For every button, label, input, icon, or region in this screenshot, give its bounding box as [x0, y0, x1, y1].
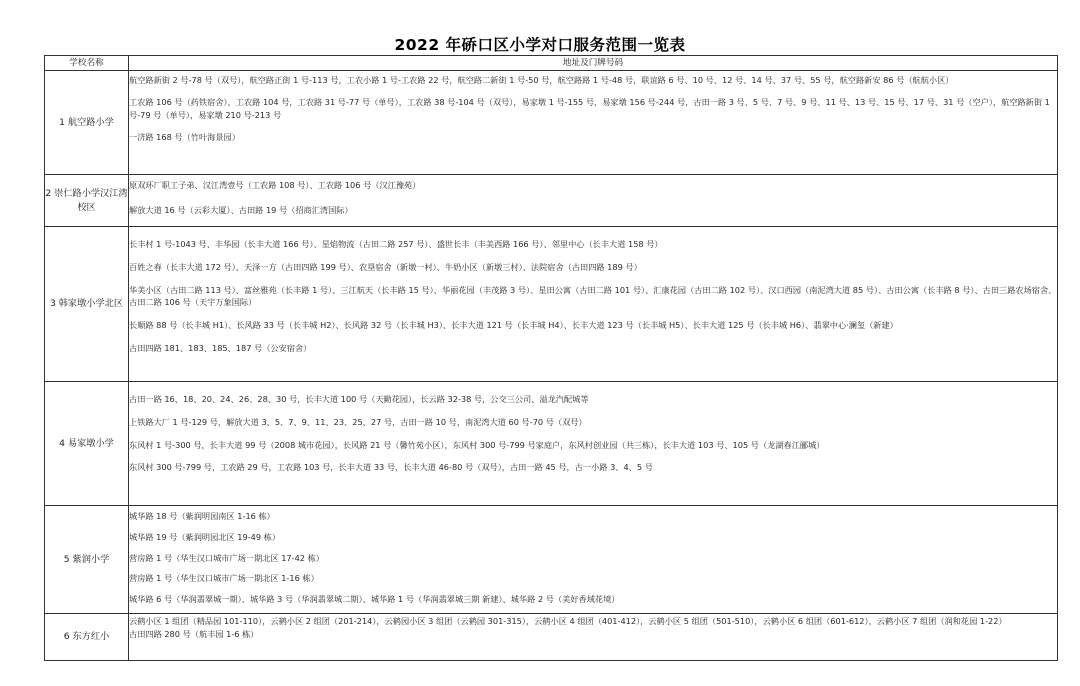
- address-cell: [129, 227, 1058, 382]
- table-row: [45, 227, 1058, 382]
- address-line: 航空路新街 2 号-78 号（双号），航空路正街 1 号-113 号，工农小路 1 号-工农路 22 号，航空路二新街 1 号-50 号，航空路路 1 号-48 号，联谊路 6 号、10 号、12 号、14 号、37 号、55 号，航空路新安 86 号（航航小区）: [129, 75, 954, 85]
- address-line: 长丰村 1 号-1043 号、丰华园（长丰大道 166 号）、星焰物流（古田二路 257 号）、盛世长丰（丰美西路 166 号）、邻里中心（长丰大道 158 号）: [129, 239, 663, 249]
- address-line: 工农路 106 号（药铁宿舍），工农路 104 号，工农路 31 号-77 号（单号），工农路 38 号-104 号（双号），易家墩 1 号-155 号，易家墩 156 号-244 号，古田一路 3 号、5 号、7 号、9 号、11 号、13 号、15 号、17 号、31 号（空户），航空路新街 1 号-79 号（单号），易家墩 210 号-213 号: [129, 96, 1050, 120]
- address-line: 云鹤小区 1 组团（精品园 101-110），云鹤小区 2 组团（201-214），云鹤园小区 3 组团（云鹤园 301-315），云鹤小区 4 组团（401-412），云鹤小区 5 组团（501-510），云鹤小区 6 组团（601-612），云鹤小区 7 组团（润和花园 1-22）: [129, 616, 1007, 626]
- school-name: 4 易家墩小学: [45, 382, 129, 506]
- address-cell: [129, 506, 1058, 614]
- school-name: 2 崇仁路小学汉江湾校区: [45, 175, 129, 227]
- address-line: 华美小区（古田二路 113 号）、富丝雅苑（长丰路 1 号）、三江航天（长丰路 15 号）、华丽花园（丰茂路 3 号）、星田公寓（古田二路 101 号）、汇康花园（古田二路 102 号）、汉口西园（南泥湾大道 85 号）、古田公寓（长丰路 8 号）、古田三路农场宿舍、古田二路 106 号（天宇万象国际）: [129, 284, 1057, 308]
- address-line: 东风村 300 号-799 号，工农路 29 号，工农路 103 号，长丰大道 33 号，长丰大道 46-80 号（双号），古田一路 45 号，古一小路 3、4、5 号: [129, 462, 653, 473]
- header-school-name: 学校名称: [45, 56, 129, 71]
- address-line: 原双环厂职工子弟、汉江湾壹号（工农路 108 号）、工农路 106 号（汉江豫苑）: [129, 180, 421, 190]
- address-line: 营房路 1 号（华生汉口城市广场一期北区 17-42 栋）: [129, 552, 324, 563]
- address-line: 上铁路大厂 1 号-129 号，解放大道 3、5、7、9、11、23、25、27 号，古田一路 10 号，南泥湾大道 60 号-70 号（双号）: [129, 416, 587, 427]
- address-line: 古田四路 181、183、185、187 号（公安宿舍）: [129, 342, 312, 353]
- address-line: 一济路 168 号（竹叶海景园）: [129, 132, 240, 143]
- service-area-table: [44, 55, 1058, 661]
- address-line: 古田一路 16、18、20、24、26、28、30 号，长丰大道 100 号（天勤花园），长云路 32-38 号，公交三公司、溢龙汽配城等: [129, 394, 589, 404]
- address-line: 营房路 1 号（华生汉口城市广场一期北区 1-16 栋）: [129, 573, 319, 584]
- table-row: [45, 506, 1058, 614]
- table-row: [45, 382, 1058, 506]
- address-cell: [129, 614, 1058, 661]
- address-line: 城华路 19 号（紫润明园北区 19-49 栋）: [129, 531, 281, 542]
- school-name: 3 韩家墩小学北区: [45, 227, 129, 382]
- address-line: 东风村 1 号-300 号，长丰大道 99 号（2008 城市花园），长风路 21 号（馨竹苑小区），东风村 300 号-799 号家庭户，东风村创业园（共三栋），长丰大道 103 号、105 号（龙湖春江郦城）: [129, 439, 825, 450]
- address-line: 长顺路 88 号（长丰城 H1）、长风路 33 号（长丰城 H2）、长风路 32 号（长丰城 H3）、长丰大道 121 号（长丰城 H4）、长丰大道 123 号（长丰城 H5）、长丰大道 125 号（长丰城 H6）、翡翠中心·澜玺（新建）: [129, 320, 898, 331]
- header-address: 地址及门牌号码: [129, 56, 1058, 71]
- address-line: 百姓之春（长丰大道 172 号）、天泽一方（古田四路 199 号）、农垦宿舍（新墩一村）、牛奶小区（新墩三村）、法院宿舍（古田四路 189 号）: [129, 261, 642, 272]
- table-row: [45, 71, 1058, 175]
- document-title: 2022 年硚口区小学对口服务范围一览表: [394, 36, 686, 54]
- school-name: 6 东方红小: [45, 614, 129, 661]
- table-row: [45, 175, 1058, 227]
- address-cell: [129, 71, 1058, 175]
- address-cell: [129, 382, 1058, 506]
- address-line: 城华路 18 号（紫润明园南区 1-16 栋）: [129, 511, 275, 521]
- table-row: [45, 614, 1058, 661]
- address-line: 古田四路 280 号（航丰园 1-6 栋）: [129, 628, 259, 639]
- school-name: 5 紫润小学: [45, 506, 129, 614]
- header-row: [45, 56, 1058, 71]
- address-line: 解放大道 16 号（云彩大厦）、古田路 19 号（招商汇湾国际）: [129, 204, 353, 215]
- school-name: 1 航空路小学: [45, 71, 129, 175]
- address-line: 城华路 6 号（华润翡翠城一期）、城华路 3 号（华润翡翠城二期）、城华路 1 号（华润翡翠城三期 新建）、城华路 2 号（美好香域花境）: [129, 594, 620, 605]
- address-cell: [129, 175, 1058, 227]
